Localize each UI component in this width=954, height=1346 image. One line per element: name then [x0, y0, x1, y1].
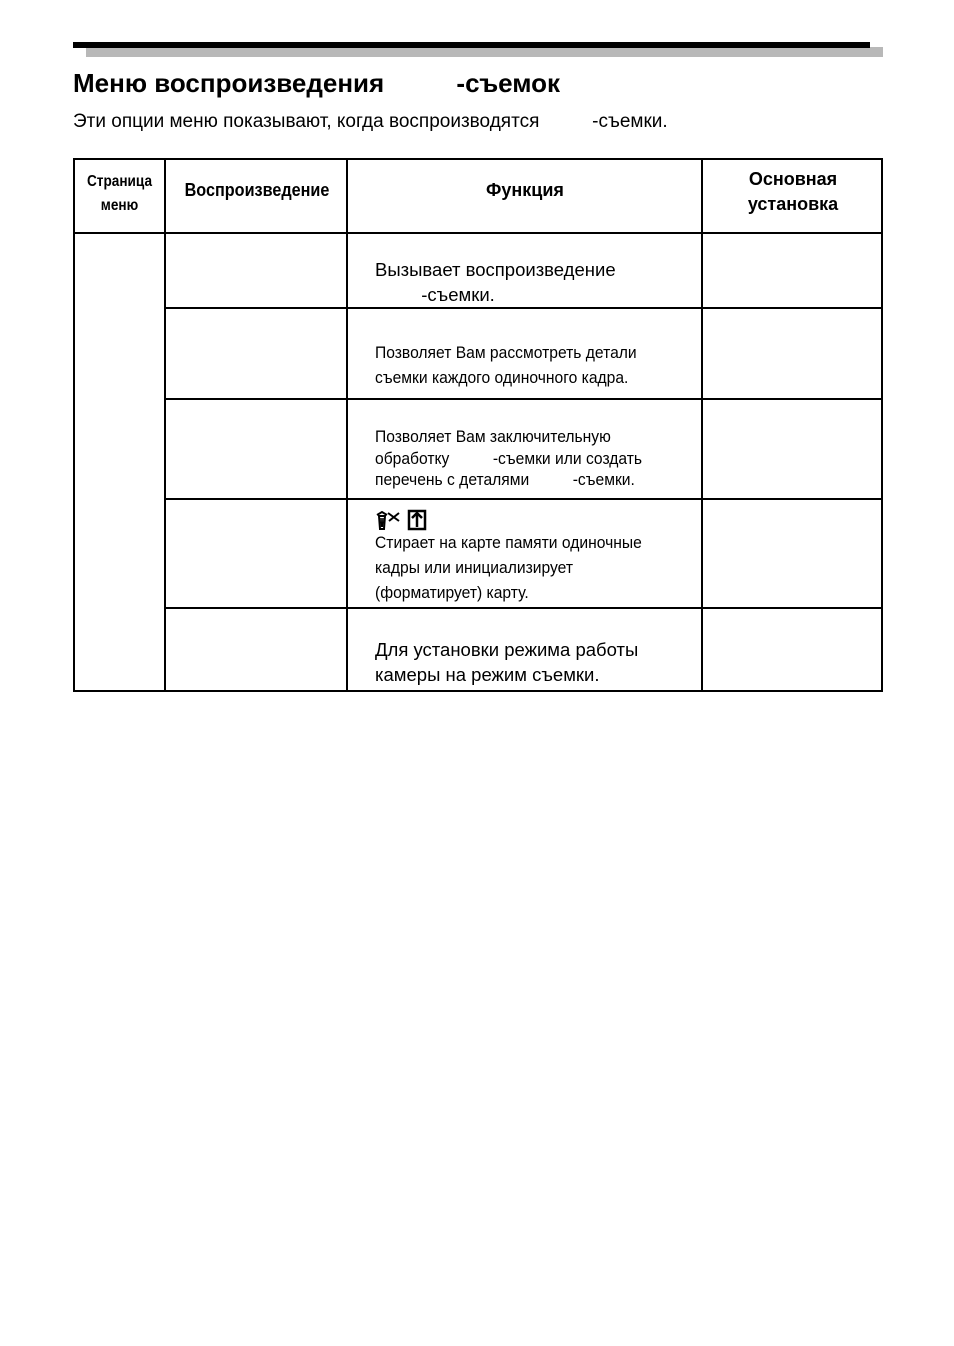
- header-rule-shadow: [86, 47, 883, 57]
- row-4-function: Стирает на карте памяти одиночные кадры или инициализирует (форматирует) карту.: [375, 533, 642, 602]
- col-divider: [164, 160, 166, 690]
- row-divider: [164, 498, 881, 500]
- header-divider: [75, 232, 881, 234]
- header-playback: Воспроизведение: [184, 180, 330, 200]
- row-4-icons: [375, 509, 427, 531]
- protect-icon: [407, 509, 427, 531]
- header-rule: [73, 42, 870, 48]
- col-divider: [701, 160, 703, 690]
- header-page-menu: Страница меню: [86, 173, 153, 214]
- menu-table: [73, 158, 883, 692]
- page-subtitle: Эти опции меню показывают, когда воспроизводятся -съемки.: [73, 111, 668, 132]
- row-divider: [164, 398, 881, 400]
- row-2-function: Позволяет Вам рассмотреть детали съемки каждого одиночного кадра.: [375, 343, 637, 387]
- row-5-function: Для установки режима работы камеры на режим съемки.: [375, 639, 639, 685]
- page-title: Меню воспроизведения -съемок: [73, 68, 561, 98]
- row-divider: [164, 307, 881, 309]
- row-divider: [164, 607, 881, 609]
- row-1-function: Вызывает воспроизведение -съемки.: [375, 259, 616, 305]
- row-3-function: Позволяет Вам заключительную обработку -съемки или создать перечень с деталями -съемки.: [375, 427, 643, 489]
- header-default: Основная установка: [747, 169, 839, 214]
- header-function: Функция: [486, 180, 564, 200]
- delete-frame-icon: [375, 509, 401, 531]
- col-divider: [346, 160, 348, 690]
